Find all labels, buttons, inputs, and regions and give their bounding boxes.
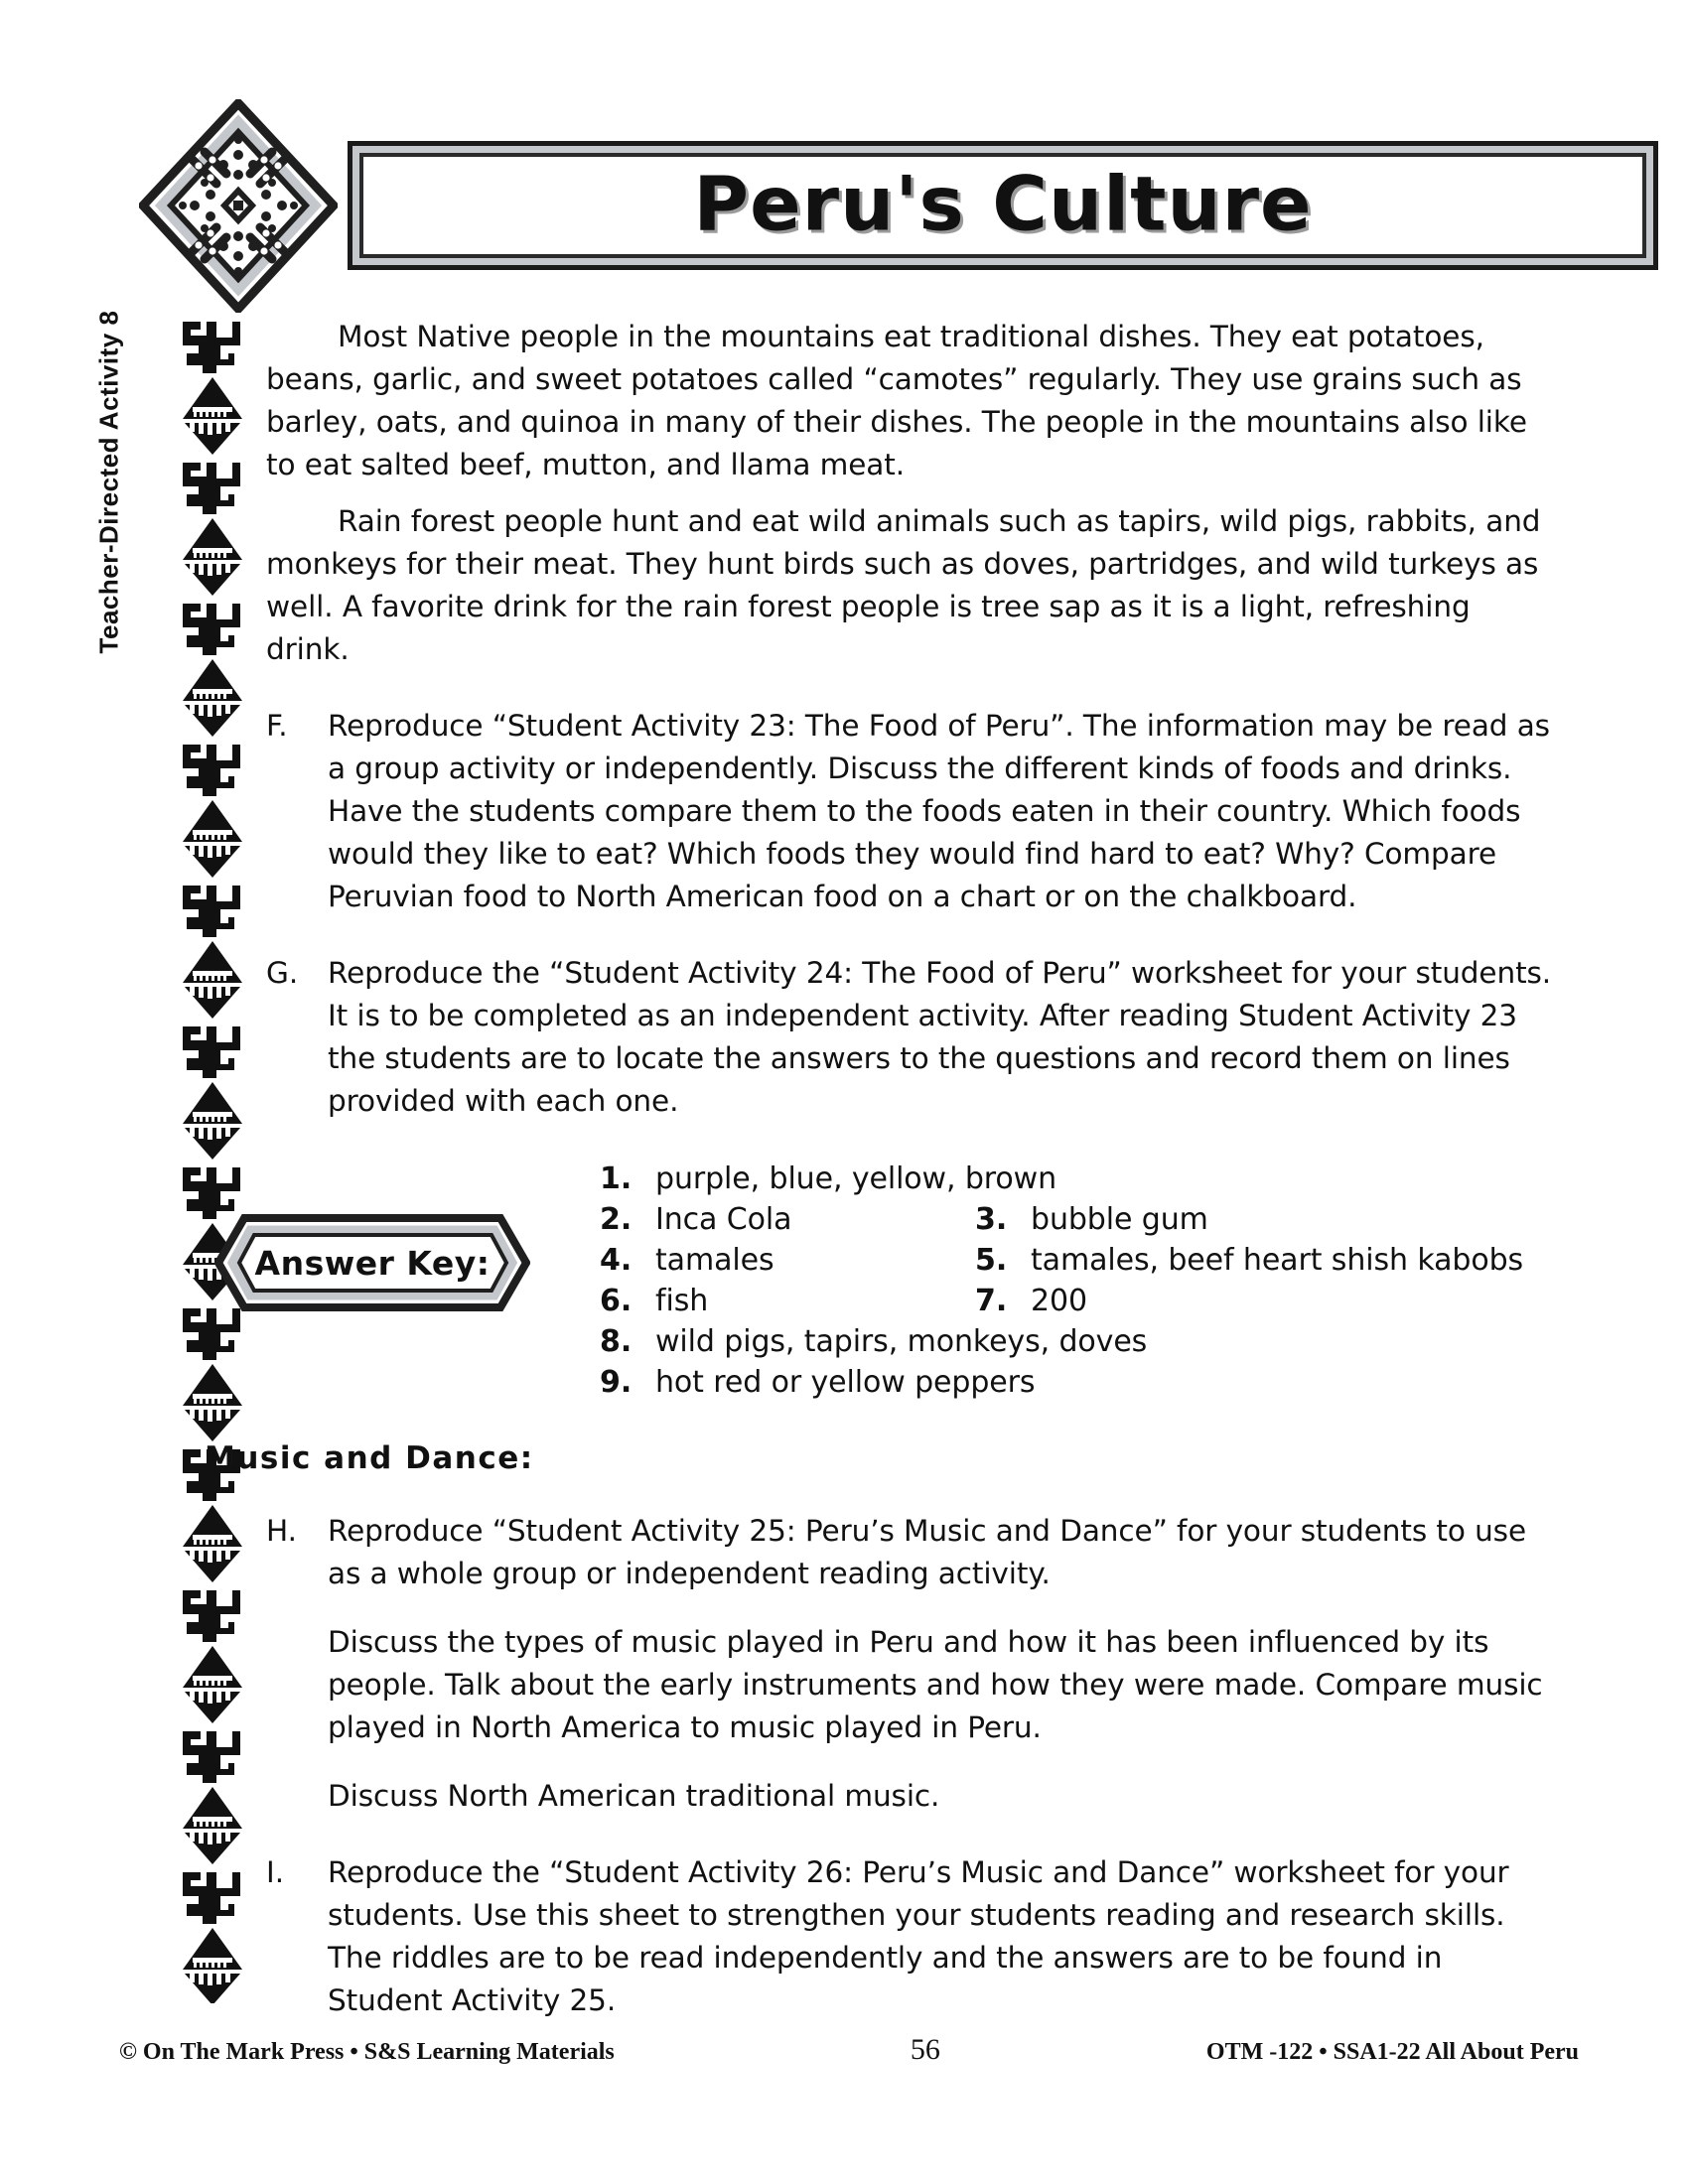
north-american-music-paragraph: Discuss North American traditional music. <box>328 1779 940 1813</box>
activity-item-f <box>266 705 1557 918</box>
footer-page-number: 56 <box>910 2033 940 2066</box>
answer-key-list <box>600 1159 1553 1403</box>
activity-item-g <box>266 952 1557 1123</box>
section-heading-music-and-dance: Music and Dance: <box>205 1440 534 1476</box>
activity-item-i-text: Reproduce the “Student Activity 26: Peru’s Music and Dance” worksheet for your students. Use this sheet to strengthen your students reading and research skills. The riddles are to be read independently and the answers are to be found in Student Activity 25. <box>328 1855 1509 2017</box>
page-title: Peru's Culture <box>693 159 1313 248</box>
answer-value: Inca Cola <box>655 1202 792 1237</box>
answer-num: 9. <box>600 1365 633 1400</box>
answer-key-block <box>254 1161 1557 1400</box>
answer-value: fish <box>655 1284 709 1318</box>
answer-key-row <box>600 1240 1553 1281</box>
intro-paragraph-2: Rain forest people hunt and eat wild animals such as tapirs, wild pigs, rabbits, and monkeys for their meat. They hunt birds such as doves, partridges, and wild turkeys as well. A favorite drink for the rain forest people is tree sap as it is a light, refreshing drink. <box>266 504 1541 666</box>
activity-item-g-text: Reproduce the “Student Activity 24: The Food of Peru” worksheet for your students. It is to be completed as an independent activity. After reading Student Activity 23 the students are to locate the answers to the questions and record them on lines provided with each one. <box>328 956 1552 1118</box>
intro-paragraph-1: Most Native people in the mountains eat traditional dishes. They eat potatoes, beans, garlic, and sweet potatoes called “camotes” regularly. They use grains such as barley, oats, and quinoa in many of their dishes. The people in the mountains also like to eat salted beef, mutton, and llama meat. <box>266 320 1527 481</box>
answer-value: wild pigs, tapirs, monkeys, doves <box>655 1324 1148 1359</box>
activity-item-h-letter: H. <box>266 1514 298 1548</box>
answer-num: 7. <box>975 1284 1008 1318</box>
activity-item-f-text: Reproduce “Student Activity 23: The Food of Peru”. The information may be read as a group activity or independently. Discuss the different kinds of foods and drinks. Have the students compare them to the foods eaten in their country. Which foods would they like to eat? Which foods they would find hard to eat? Why? Compare Peruvian food to North American food on a chart or on the chalkboard. <box>328 709 1550 913</box>
page-footer <box>119 2033 1579 2067</box>
andean-diamond-emblem-icon <box>139 99 338 313</box>
teacher-activity-label: Teacher-Directed Activity 8 <box>93 310 124 654</box>
activity-item-h-text: Reproduce “Student Activity 25: Peru’s Music and Dance” for your students to use as a whole group or independent reading activity. <box>328 1514 1527 1590</box>
activity-item-i <box>266 1851 1557 2022</box>
answer-key-row <box>600 1281 1553 1321</box>
answer-value: tamales <box>655 1243 774 1278</box>
answer-num: 8. <box>600 1324 633 1359</box>
answer-value: hot red or yellow peppers <box>655 1365 1036 1400</box>
answer-key-badge <box>214 1214 530 1311</box>
activity-item-i-letter: I. <box>266 1855 285 1889</box>
answer-key-row <box>600 1199 1553 1240</box>
answer-num: 6. <box>600 1284 633 1318</box>
answer-value: purple, blue, yellow, brown <box>655 1161 1056 1196</box>
answer-value: 200 <box>1031 1284 1087 1318</box>
footer-copyright: © On The Mark Press • S&S Learning Materials <box>119 2039 615 2065</box>
answer-key-col2 <box>975 1281 1553 1321</box>
page-header <box>139 119 1549 293</box>
activity-item-f-letter: F. <box>266 709 288 743</box>
activity-item-g-letter: G. <box>266 956 299 990</box>
answer-num: 3. <box>975 1202 1008 1237</box>
answer-value: tamales, beef heart shish kabobs <box>1031 1243 1524 1278</box>
footer-product-code: OTM -122 • SSA1-22 All About Peru <box>1205 2039 1579 2065</box>
activity-item-h <box>266 1510 1557 1595</box>
answer-num: 1. <box>600 1161 633 1196</box>
answer-num: 4. <box>600 1243 633 1278</box>
answer-num: 5. <box>975 1243 1008 1278</box>
answer-key-col2 <box>975 1240 1553 1281</box>
music-discussion-paragraph: Discuss the types of music played in Peru and how it has been influenced by its people. Talk about the early instruments and how they were made. Compare music played in North America to music played in Peru. <box>328 1625 1543 1744</box>
answer-key-col2 <box>975 1199 1553 1240</box>
answer-num: 2. <box>600 1202 633 1237</box>
andean-border-pattern-icon <box>177 316 248 2003</box>
answer-key-row <box>600 1159 1553 1199</box>
answer-value: bubble gum <box>1031 1202 1208 1237</box>
answer-key-label: Answer Key: <box>254 1243 491 1283</box>
answer-key-row <box>600 1362 1553 1403</box>
main-content <box>205 316 1557 2022</box>
answer-key-row <box>600 1321 1553 1362</box>
title-banner <box>348 141 1658 270</box>
